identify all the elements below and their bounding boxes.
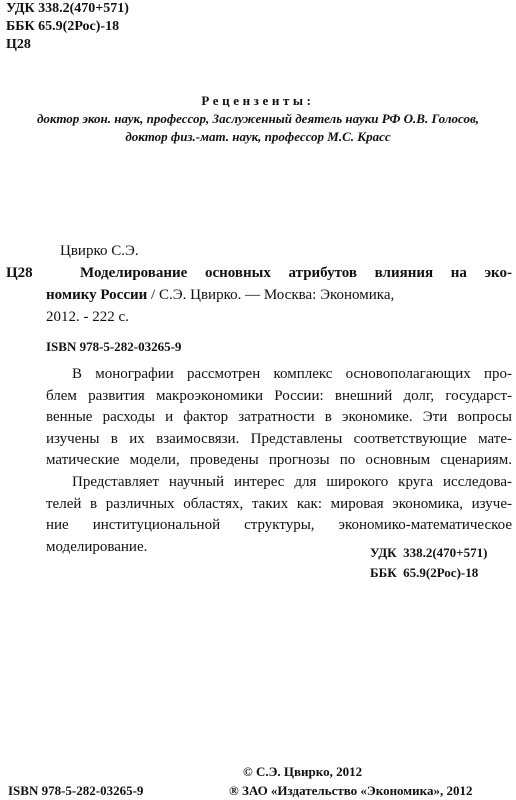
record-author: Цвирко С.Э. [60,243,139,259]
record-isbn: ISBN 978-5-282-03265-9 [46,339,182,354]
record-title-end: номику России [46,287,148,303]
bbk-code-bottom: ББК 65.9(2Рос)-18 [370,565,479,580]
reviewer-1: доктор экон. наук, профессор, Заслуженный деятель науки РФ О.В. Голосов, [36,111,480,126]
footer-isbn: ISBN 978-5-282-03265-9 [8,783,144,798]
abstract-line: Представляет научный интерес для широкого круга исследова- [72,474,512,490]
abstract-line: матические модели, проведены прогнозы по основным сценариям. [46,452,512,469]
abstract-line: телей в различных областях, таких как: мировая экономика, изуче- [46,495,512,512]
abstract-line: В монографии рассмотрен комплекс основополагающих про- [72,366,512,382]
abstract-paragraph-1 [46,364,512,472]
abstract-line: ние институциональной структуры, экономико-математическое [46,517,512,534]
record-year-pages: 2012. - 222 с. [46,309,129,325]
record-title-line-1: Моделирование основных атрибутов влияния на эко- [80,265,512,281]
udk-code-top: УДК 338.2(470+571) [6,1,129,16]
record-publication-info: / С.Э. Цвирко. — Москва: Экономика, [147,287,395,303]
bbk-code-top: ББК 65.9(2Рос)-18 [6,19,120,34]
abstract-line: венные расходы и фактор затратности в экономике. Эти вопросы [46,409,512,426]
author-mark-top: Ц28 [6,37,31,52]
record-author-mark: Ц28 [6,265,33,281]
copyright-publisher: ® ЗАО «Издательство «Экономика», 2012 [229,783,473,798]
reviewers-title: Рецензенты: [201,93,315,108]
abstract-line: блем развития макроэкономики России: внешний долг, государст- [46,387,512,404]
abstract-line: моделирование. [46,538,148,555]
copyright-author: © С.Э. Цвирко, 2012 [243,764,363,779]
udk-code-bottom: УДК 338.2(470+571) [370,545,488,560]
abstract-line: изучены в их взаимосвязи. Представлены соответствующие мате- [46,430,512,447]
reviewer-2: доктор физ.-мат. наук, профессор М.С. Красс [125,129,391,144]
record-title-line-2 [46,287,512,304]
